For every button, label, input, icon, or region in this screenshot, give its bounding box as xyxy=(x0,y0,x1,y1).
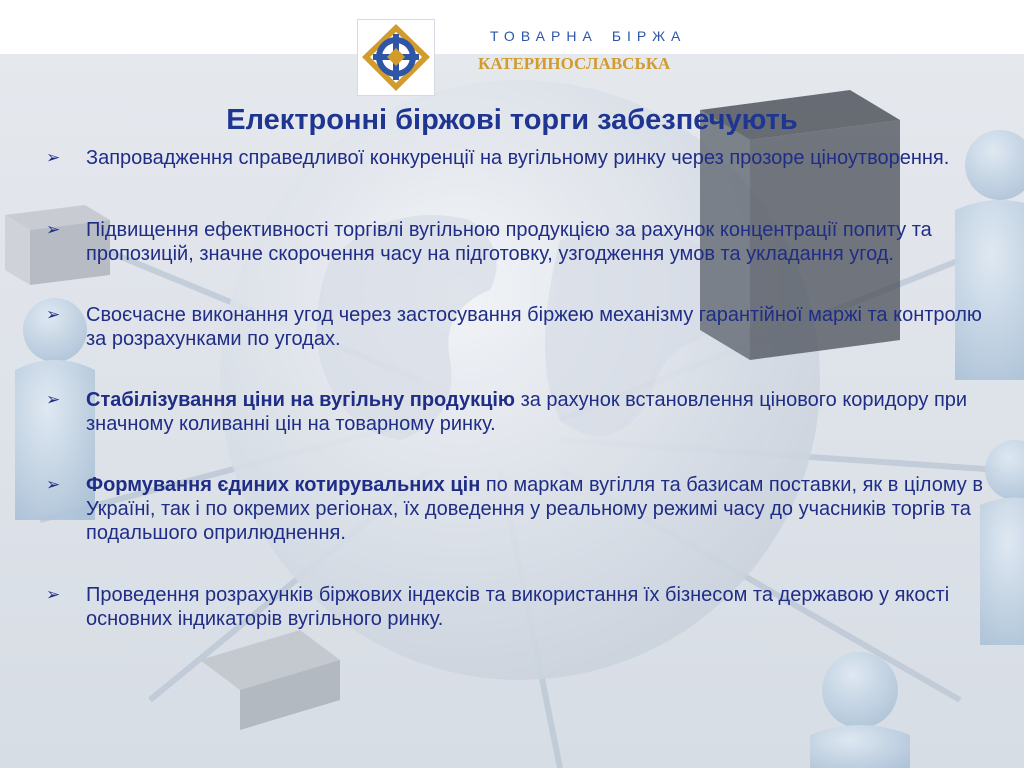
arrow-bullet-icon: ➢ xyxy=(46,390,61,409)
bullet-item xyxy=(46,473,1001,545)
bullet-item xyxy=(46,303,1001,351)
exchange-logo-icon xyxy=(357,19,435,96)
bullet-item xyxy=(46,388,1001,436)
bullet-item xyxy=(46,218,1001,266)
bullet-item xyxy=(46,583,1001,631)
arrow-bullet-icon: ➢ xyxy=(46,148,61,167)
bullet-text: за рахунок встановлення цінового коридору при значному коливанні цін на товарному ринку. xyxy=(86,389,968,435)
brand-word-2: БІРЖА xyxy=(611,28,687,44)
bullet-bold-text: Формування єдиних котирувальних цін xyxy=(86,474,481,496)
bullet-bold-text: Стабілізування ціни на вугільну продукцію xyxy=(86,389,516,411)
bullet-text: Підвищення ефективності торгівлі вугільною продукцією за рахунок концентрації попиту та пропозицій, значне скорочення часу на підготовку, узгодження умов та укладання угод. xyxy=(86,219,932,265)
brand-name xyxy=(490,28,686,44)
bullet-text: Проведення розрахунків біржових індексів та використання їх бізнесом та державою у якості основних індикаторів вугільного ринку. xyxy=(86,584,950,630)
header-band xyxy=(0,0,1024,54)
bullet-item xyxy=(46,146,1001,170)
bullet-list xyxy=(46,146,1001,631)
arrow-bullet-icon: ➢ xyxy=(46,475,61,494)
arrow-bullet-icon: ➢ xyxy=(46,305,61,324)
bullet-text: Запровадження справедливої конкуренції на вугільному ринку через прозоре ціноутворення. xyxy=(86,147,950,169)
brand-subtitle: КАТЕРИНОСЛАВСЬКА xyxy=(478,54,671,73)
bullet-text: Своєчасне виконання угод через застосування біржею механізму гарантійної маржі та контролю за розрахунками по угодах. xyxy=(86,304,982,350)
slide-title: Електронні біржові торги забезпечують xyxy=(226,104,798,136)
arrow-bullet-icon: ➢ xyxy=(46,585,61,604)
bullet-text: по маркам вугілля та базисам поставки, як в цілому в Україні, так і по окремих регіонах, їх доведення у реальному режимі часу до учасників торгів та подальшого оприлюднення. xyxy=(86,474,983,544)
brand-word-1: ТОВАРНА xyxy=(490,28,598,44)
arrow-bullet-icon: ➢ xyxy=(46,220,61,239)
